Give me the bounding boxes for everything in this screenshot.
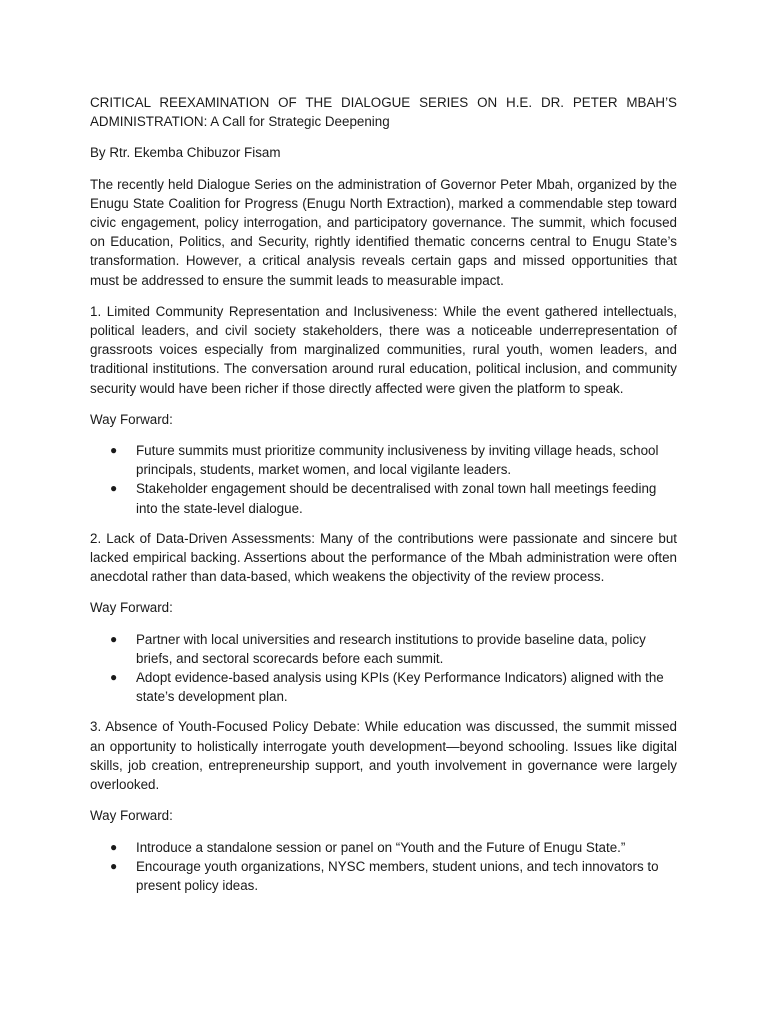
- bullet-icon: ●: [110, 858, 118, 873]
- list-item-text: Future summits must prioritize community inclusiveness by inviting village heads, school principals, students, market women, and local vigilante leaders.: [136, 443, 659, 478]
- list-item: [90, 441, 677, 479]
- bullet-icon: ●: [110, 670, 118, 685]
- document-page: [90, 93, 677, 906]
- list-item-text: Partner with local universities and research institutions to provide baseline data, policy briefs, and sectoral scorecards before each summit.: [136, 631, 646, 666]
- section-1-way-forward: Way Forward:: [90, 411, 173, 427]
- section-3-bullet-list: [90, 838, 677, 896]
- list-item: [90, 838, 677, 857]
- bullet-icon: ●: [110, 481, 118, 496]
- intro-paragraph: The recently held Dialogue Series on the administration of Governor Peter Mbah, organized by the Enugu State Coalition for Progress (Enugu North Extraction), marked a commendable step toward civic engagement, policy interrogation, and participatory governance. The summit, which focused on Education, Politics, and Security, rightly identified thematic concerns central to Enugu State’s transformation. However, a critical analysis reveals certain gaps and missed opportunities that must be addressed to ensure the summit leads to measurable impact.: [90, 176, 677, 288]
- bullet-icon: ●: [110, 839, 118, 854]
- section-3-way-forward: Way Forward:: [90, 808, 173, 824]
- section-2-text: 2. Lack of Data-Driven Assessments: Many of the contributions were passionate and sincere but lacked empirical backing. Assertions about the performance of the Mbah administration were often anecdotal rather than data-based, which weakens the objectivity of the review process.: [90, 530, 677, 585]
- section-3-text: 3. Absence of Youth-Focused Policy Debate: While education was discussed, the summit missed an opportunity to holistically interrogate youth development—beyond schooling. Issues like digital skills, job creation, entrepreneurship support, and youth involvement in governance were largely overlooked.: [90, 719, 677, 793]
- section-1-bullet-list: [90, 441, 677, 518]
- document-title: CRITICAL REEXAMINATION OF THE DIALOGUE SERIES ON H.E. DR. PETER MBAH’S ADMINISTRATION: A Call for Strategic Deepening: [90, 95, 677, 130]
- list-item: [90, 630, 677, 668]
- list-item: [90, 857, 677, 895]
- section-2: [90, 529, 677, 707]
- section-1-text: 1. Limited Community Representation and Inclusiveness: While the event gathered intellectuals, political leaders, and civil society stakeholders, there was a noticeable underrepresentation of grassroots voices especially from marginalized communities, rural youth, women leaders, and traditional institutions. The conversation around rural education, political inclusion, and community security would have been richer if those directly affected were given the platform to speak.: [90, 303, 677, 396]
- bullet-icon: ●: [110, 443, 118, 458]
- list-item-text: Introduce a standalone session or panel on “Youth and the Future of Enugu State.”: [136, 839, 626, 855]
- section-3: [90, 717, 677, 895]
- section-2-bullet-list: [90, 630, 677, 707]
- list-item-text: Stakeholder engagement should be decentralised with zonal town hall meetings feeding into the state-level dialogue.: [136, 481, 657, 516]
- byline: By Rtr. Ekemba Chibuzor Fisam: [90, 145, 281, 161]
- list-item-text: Encourage youth organizations, NYSC members, student unions, and tech innovators to present policy ideas.: [136, 858, 659, 893]
- list-item: [90, 668, 677, 706]
- list-item: [90, 479, 677, 517]
- list-item-text: Adopt evidence-based analysis using KPIs (Key Performance Indicators) aligned with the state’s development plan.: [136, 670, 664, 705]
- section-2-way-forward: Way Forward:: [90, 600, 173, 616]
- bullet-icon: ●: [110, 631, 118, 646]
- section-1: [90, 302, 677, 518]
